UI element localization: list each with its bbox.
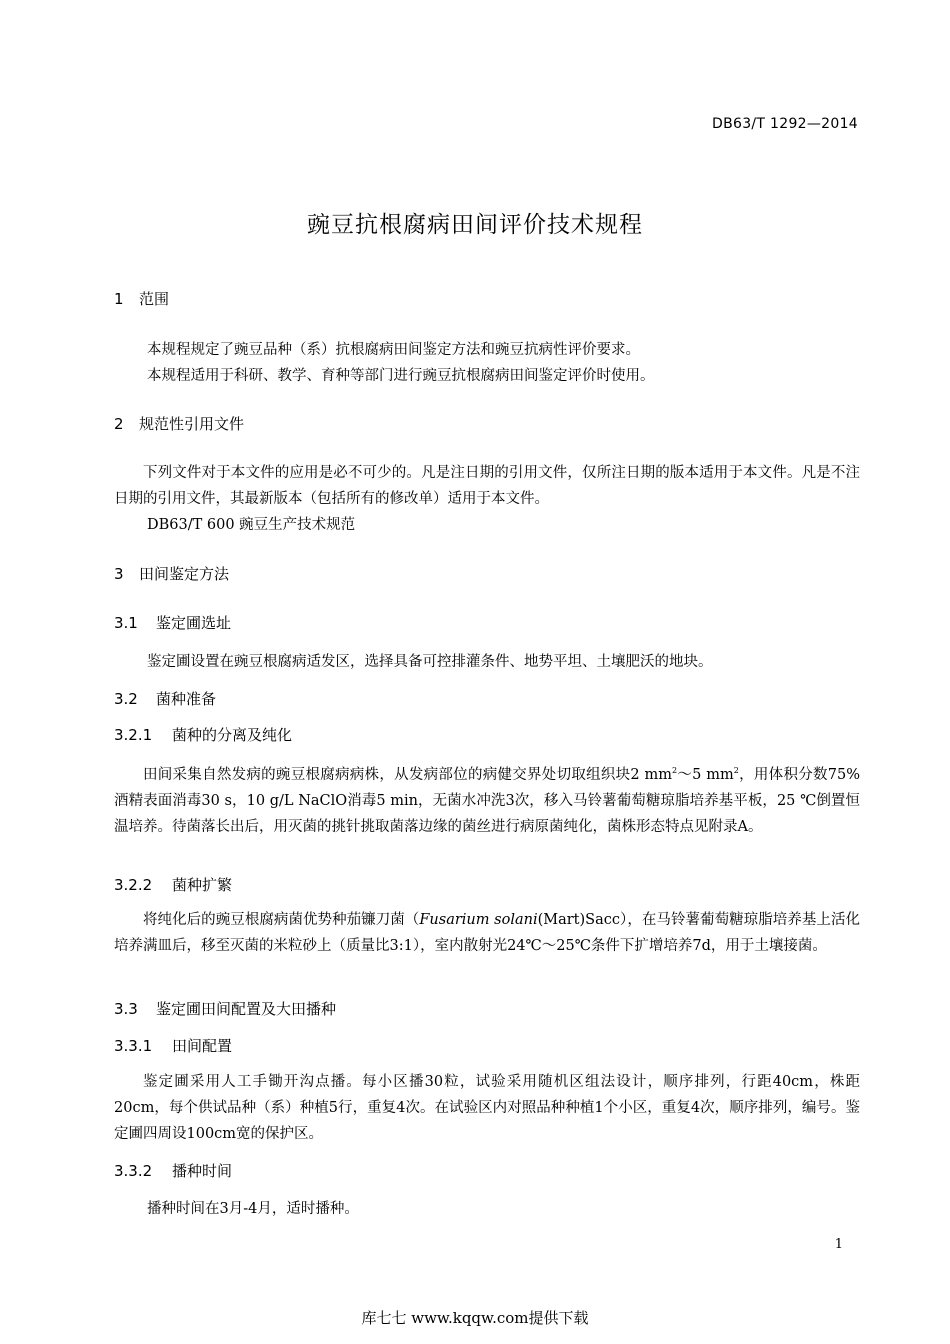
subsection-3-2-heading	[114, 688, 216, 709]
subsection-3-1-heading	[114, 612, 231, 633]
document-title: 豌豆抗根腐病田间评价技术规程	[307, 212, 643, 238]
subsection-3-2-2-heading	[114, 874, 232, 895]
paragraph: 下列文件对于本文件的应用是必不可少的。凡是注日期的引用文件，仅所注日期的版本适用于本文件。凡是不注日期的引用文件，其最新版本（包括所有的修改单）适用于本文件。	[114, 465, 860, 507]
section-number: 2	[114, 415, 124, 433]
paragraph: 播种时间在3月-4月，适时播种。	[147, 1201, 359, 1217]
standard-code: DB63/T 1292—2014	[712, 116, 858, 132]
paragraph: 鉴定圃设置在豌豆根腐病适发区，选择具备可控排灌条件、地势平坦、土壤肥沃的地块。	[147, 654, 713, 670]
section-number: 3.2.1	[114, 726, 153, 744]
section-1-heading	[114, 288, 169, 309]
section-number: 3.2.2	[114, 876, 153, 894]
reference-item: DB63/T 600 豌豆生产技术规范	[147, 517, 356, 533]
subsection-3-3-1-heading	[114, 1035, 232, 1056]
text-run: 将纯化后的豌豆根腐病菌优势种茄镰刀菌（	[143, 912, 420, 928]
section-title: 范围	[139, 290, 170, 308]
superscript: 2	[672, 766, 678, 775]
text-run: ～5 mm	[677, 767, 734, 783]
section-title: 鉴定圃选址	[156, 614, 232, 632]
text-run: 田间采集自然发病的豌豆根腐病病株，从发病部位的病健交界处切取组织块2 mm	[143, 767, 673, 783]
section-number: 3.3.1	[114, 1037, 153, 1055]
page-number: 1	[834, 1237, 843, 1252]
superscript: 2	[733, 766, 739, 775]
species-name: Fusarium solani	[419, 912, 538, 928]
subsection-3-2-1-heading	[114, 724, 292, 745]
section-3-heading	[114, 563, 229, 584]
section-number: 1	[114, 290, 124, 308]
text-run: ，用体积分数75%酒精表面消毒30 s，10 g/L NaClO消毒5 min，无菌水冲洗3次，移入马铃薯葡萄糖琼脂培养基平板，25 ℃倒置恒温培养。待菌落长出后，用灭菌的挑针挑取菌落边缘的菌丝进行病原菌纯化，菌株形态特点见附录A。	[114, 767, 860, 835]
subsection-3-3-2-heading	[114, 1160, 232, 1181]
section-number: 3.2	[114, 690, 138, 708]
section-2-heading	[114, 413, 244, 434]
section-number: 3.3.2	[114, 1162, 153, 1180]
paragraph: 本规程适用于科研、教学、育种等部门进行豌豆抗根腐病田间鉴定评价时使用。	[147, 368, 655, 384]
section-title: 田间鉴定方法	[139, 565, 230, 583]
paragraph	[114, 758, 860, 840]
section-title: 播种时间	[172, 1162, 233, 1180]
section-number: 3	[114, 565, 124, 583]
section-title: 田间配置	[172, 1037, 233, 1055]
paragraph	[114, 907, 860, 959]
section-title: 菌种扩繁	[172, 876, 233, 894]
paragraph: 本规程规定了豌豆品种（系）抗根腐病田间鉴定方法和豌豆抗病性评价要求。	[147, 342, 640, 358]
section-number: 3.1	[114, 614, 138, 632]
section-title: 规范性引用文件	[139, 415, 245, 433]
section-number: 3.3	[114, 1000, 138, 1018]
section-title: 鉴定圃田间配置及大田播种	[156, 1000, 337, 1018]
paragraph: 鉴定圃采用人工手锄开沟点播。每小区播30粒，试验采用随机区组法设计，顺序排列，行距40cm，株距20cm，每个供试品种（系）种植5行，重复4次。在试验区内对照品种种植1个小区，重复4次，顺序排列，编号。鉴定圃四周设100cm宽的保护区。	[114, 1074, 860, 1142]
section-title: 菌种的分离及纯化	[172, 726, 293, 744]
section-title: 菌种准备	[156, 690, 217, 708]
text-run: (Mart)Sacc），在马铃薯葡萄糖琼脂培养基上活化培养满皿后，移至灭菌的米粒砂上（质量比3:1），室内散射光24℃～25℃条件下扩增培养7d，用于土壤接菌。	[114, 912, 860, 954]
download-footer: 库七七 www.kqqw.com提供下载	[361, 1309, 589, 1327]
subsection-3-3-heading	[114, 998, 336, 1019]
